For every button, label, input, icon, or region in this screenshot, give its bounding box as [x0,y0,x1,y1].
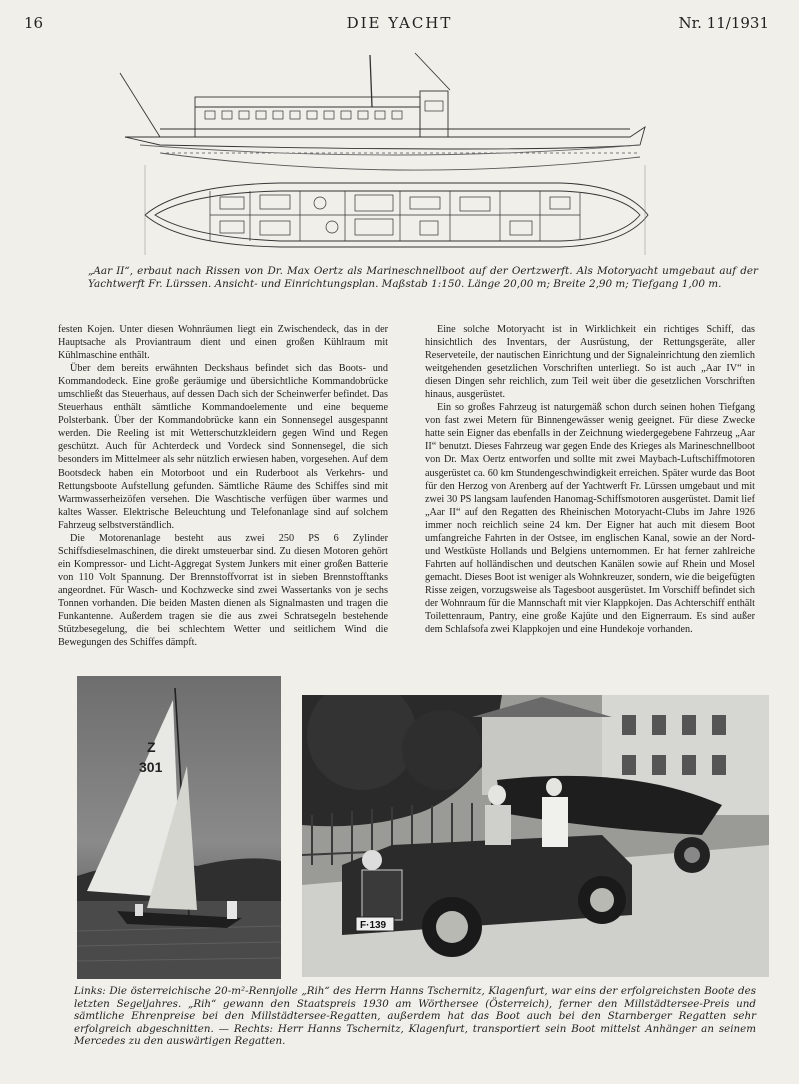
drawing-caption: „Aar II“, erbaut nach Rissen von Dr. Max Oertz als Marineschnellboot auf der Oertzwerft. Als Motoryacht umgebaut auf der Yachtwerft Fr. Lürssen. Ansicht- und Einrichtungsplan. Maßstab 1:150. Länge 20,00 m; Breite 2,90 m; Tiefgang 1,00 m. [88,265,758,290]
license-plate: F·139 [360,920,387,931]
sail-number: 301 [139,759,163,775]
paragraph: Ein so großes Fahrzeug ist naturgemäß schon durch seinen hohen Tiefgang von fast zwei Metern für Binnengewässer wenig geeignet. Für diese Zwecke hatte sein Eigner das ebenfalls in der Zeichnung wiedergegebene Fahrzeug „Aar II“ benutzt. Dieses Fahrzeug war gegen Ende des Krieges als Marineschnellboot von Dr. Max Oertz entworfen und sollte mit zwei Maybach-Luftschiffmotoren ausgerüstet ca. 60 km Stundengeschwindigkeit erreichen. Später wurde das Boot für den Herzog von Arenberg auf der Yachtwerft Fr. Lürssen umgebaut und mit zwei 30 PS langsam laufenden Hanomag-Schiffsmotoren ausgerüstet. Damit lief „Aar II“ auf den Regatten des Rheinischen Motoryacht-Clubs im Jahre 1926 immer noch reichlich seine 24 km. Der Eigner hat auch mit diesem Boot umfangreiche Fahrten in der Ostsee, im englischen Kanal, sowie an der Nord- und Westküste Hollands und Belgiens unternommen. Er hat ferner zahlreiche Fahrten auf holländischen und deutschen Kanälen sowie auf Rhein und Mosel gemacht. Dieses Boot ist weniger als Wohnkreuzer, sondern, wie die beigefügten Risse zeigen, vorzugsweise als Tagesboot ausgerüstet. Im Vorschiff befindet sich der Wohnraum für die Mannschaft mit vier Klappkojen. Das Achterschiff enthält Toilettenraum, Pantry, eine große Kajüte und den Eignerraum. Es sind außer dem Schlafsofa zwei Klappkojen und eine Hundekoje vorhanden. [425,402,755,636]
photo-caption: Links: Die österreichische 20-m²-Rennjolle „Rih“ des Herrn Hanns Tschernitz, Klagenfurt, war eins der erfolgreichsten Boote des letzten Segeljahres. „Rih“ gewann den Staatspreis 1930 am Wörthersee (Österreich), ferner den Millstädtersee-Preis und sämtliche Ehrenpreise bei den Millstädtersee-Regatten, außerdem hat das Boot auch bei den Starnberger Regatten sehr erfolgreich abgeschnitten. — Rechts: Herr Hanns Tschernitz, Klagenfurt, transportiert sein Boot mittelst Anhänger an seinem Mercedes zu den auswärtigen Regatten. [74,985,756,1047]
page-number: 16 [24,14,44,32]
yacht-plan-drawing [100,45,660,260]
page-header [0,14,799,36]
paragraph: Eine solche Motoryacht ist in Wirklichkeit ein richtiges Schiff, das hinsichtlich des Inventars, der Ausrüstung, der Rettungsgeräte, aller Reserveteile, der nautischen Einrichtung und der Signaleinrichtung den ziemlich weitgehenden gesetzlichen Vorschriften unterliegt. So ist auch „Aar IV“ in diesen Dingen sehr reichlich, zum Teil weit über die gesetzlichen Vorschriften hinaus, ausgerüstet. [425,324,755,401]
article-column-right [425,323,755,636]
paragraph: festen Kojen. Unter diesen Wohnräumen liegt ein Zwischendeck, das in der Hauptsache als Proviantraum dient und einen großen Kühlraum mit Kühlmaschine enthält. [58,324,388,362]
photo-racing-dinghy [77,676,281,979]
paragraph: Die Motorenanlage besteht aus zwei 250 PS 6 Zylinder Schiffsdieselmaschinen, die direkt umsteuerbar sind. Zu diesen Motoren gehört ein Kompressor- und Licht-Aggregat System Junkers mit einer großen Batterie von 110 Volt Spannung. Der Brennstoffvorrat ist in sieben Brennstofftanks angeordnet. Für Wasch- und Kochzwecke sind zwei Wassertanks von je sechs Tonnen vorhanden. Die beiden Masten dienen als Signalmasten und tragen die Funkantenne. Außerdem tragen sie die aus zwei Schratsegeln bestehende Stützbesegelung, die bei schlechtem Wetter und seitlichem Wind die Bewegungen des Schiffes dämpft. [58,532,388,649]
article-column-left [58,323,388,649]
photo-car-with-trailer [302,695,769,977]
magazine-title: DIE YACHT [346,14,453,32]
issue-number: Nr. 11/1931 [678,14,769,32]
sail-letter: Z [147,739,156,755]
paragraph: Über dem bereits erwähnten Deckshaus befindet sich das Boots- und Kommandodeck. Eine große geräumige und übersichtliche Kommandobrücke umschließt das Steuerhaus, auf dessen Dach sich der Scheinwerfer befindet. Das Steuerhaus enthält sämtliche Kommandoelemente und eine bequeme Polsterbank. Über der Kommandobrücke kann ein Sonnensegel ausgespannt werden. Die Reeling ist mit Wetterschutzkleidern gegen Wind und Regen geschützt. Auch für Achterdeck und Vordeck sind Sonnensegel, die sich besonders im Mittelmeer als sehr nützlich erwiesen haben, vorgesehen. Auf dem Bootsdeck haben ein Motorboot und ein Ruderboot als Verkehrs- und Rettungsboote Aufstellung gefunden. Sämtliche Räume des Schiffes sind mit Warmwasserheizöfen versehen. Die Waschtische verfügen über warmes und kaltes Wasser. Elektrische Beleuchtung und Telefonanlage sind auf solchem Fahrzeug selbstverständlich. [58,363,388,531]
